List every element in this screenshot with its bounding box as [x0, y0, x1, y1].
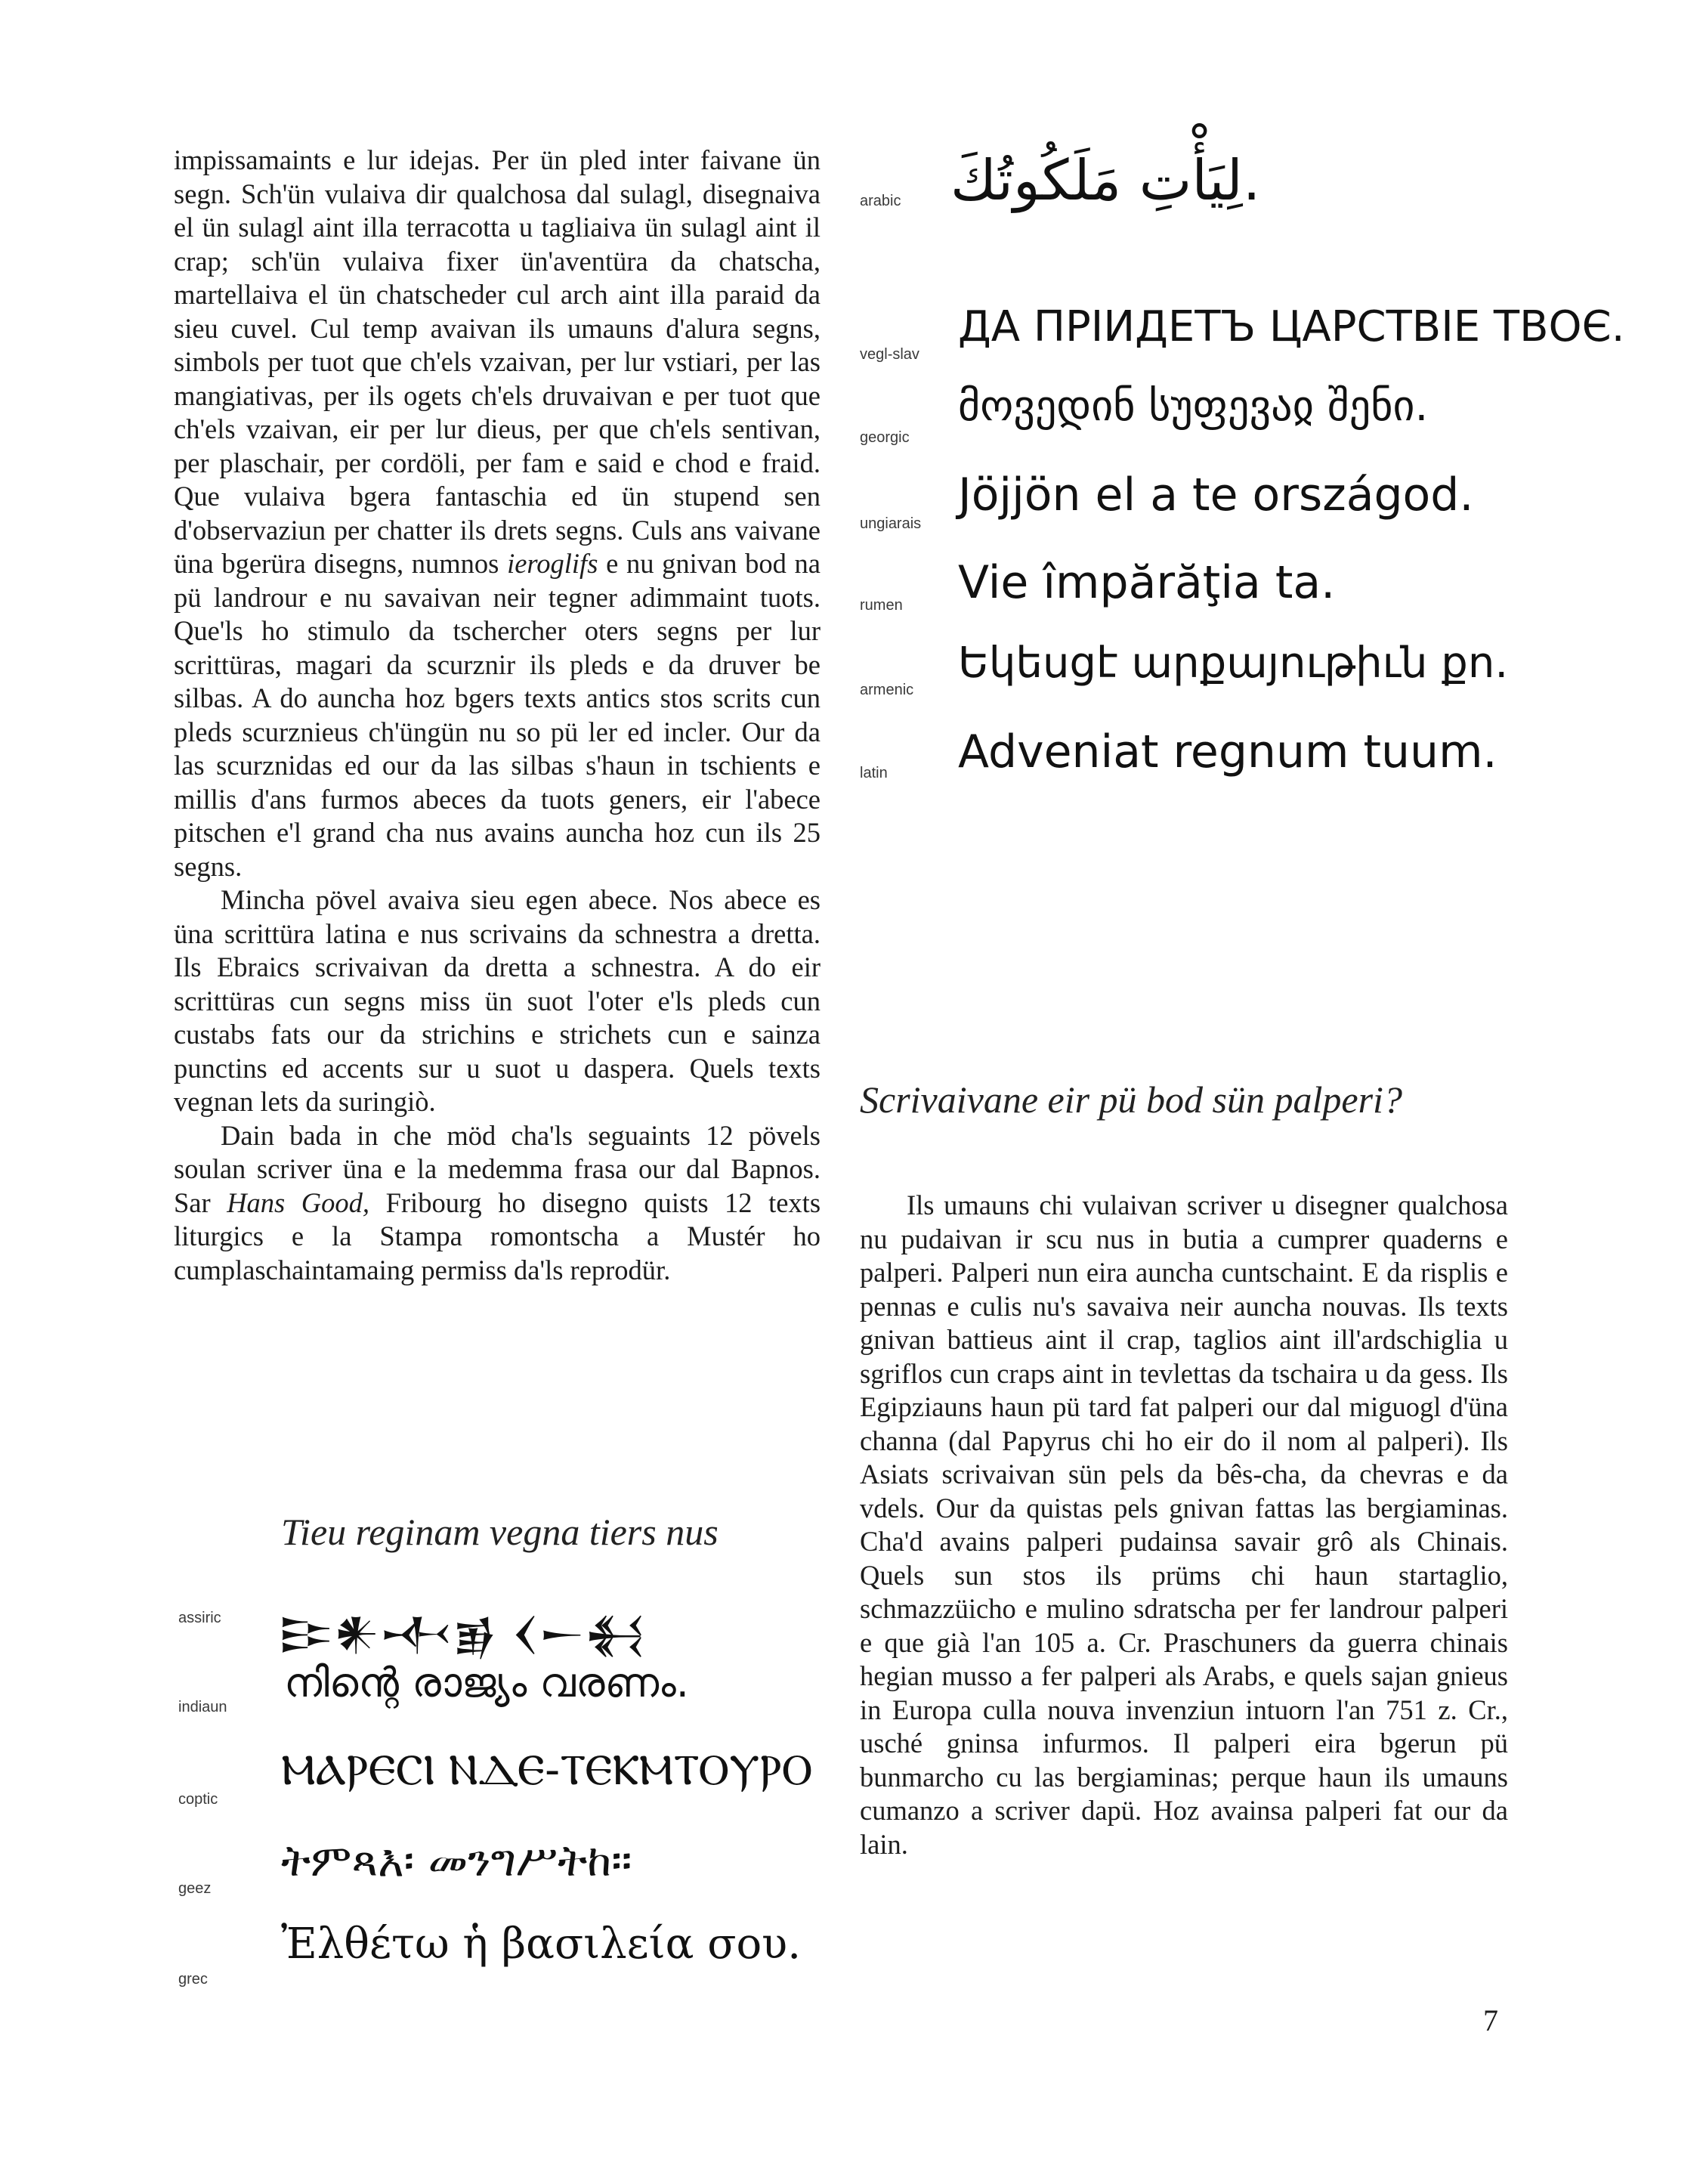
sample-label: arabic	[860, 193, 901, 209]
sample-label: assiric	[178, 1610, 221, 1626]
script-sample-coptic: ⲘⲀⲢⲈⲤⲒ ⲚⲆⲈ-ⲦⲈⲔⲘⲦⲞⲨⲢⲞ	[281, 1746, 813, 1795]
sample-label: latin	[860, 765, 888, 781]
sample-label: indiaun	[178, 1699, 227, 1715]
script-sample-grec: Ἐλθέτω ἡ βασιλεία σου.	[281, 1920, 802, 1969]
left-heading: Tieu reginam vegna tiers nus	[281, 1511, 719, 1553]
sample-label: rumen	[860, 597, 903, 614]
script-sample-ungiarais: Jöjjön el a te országod.	[958, 469, 1474, 521]
script-sample-latin: Adveniat regnum tuum.	[958, 725, 1497, 778]
sample-label: geez	[178, 1880, 212, 1897]
script-sample-indiaun: നിന്റെ രാജ്യം വരണം.	[284, 1659, 689, 1706]
script-sample-georgic: მოვედინ სუფევაჲ შენი.	[958, 382, 1429, 431]
sample-label: coptic	[178, 1791, 218, 1808]
script-sample-armenic: Եկեսցէ արքայութիւն քո.	[958, 639, 1509, 688]
script-sample-rumen: Vie împărăţia ta.	[958, 556, 1336, 609]
script-sample-assiric: 𒄿𒀭𒋾𒂊 𒌋𒀸𒈬	[278, 1608, 646, 1660]
sample-label: georgic	[860, 429, 910, 446]
sample-label: armenic	[860, 682, 914, 698]
script-sample-geez: ትምጻእ፡ መንግሥትከ።	[281, 1835, 632, 1886]
sample-label: vegl-slav	[860, 346, 919, 363]
script-sample-arabic: لِيَأْتِ مَلَكُوتُكَ.	[950, 148, 1261, 213]
sample-label: ungiarais	[860, 515, 922, 532]
paragraph-4: Ils umauns chi vulaivan scriver u disegner qualchosa nu pudaivan ir scu nus in butia a cumprer quaderns e palperi. Palperi nun eira auncha cuntschaint. E da risplis e pennas e culis nu's savaiva neir auncha nouvas. Ils texts gnivan battieus aint il crap, taglios aint ill'ardschiglia u sgriflos cun craps aint in tevlettas da tschaira u da gess. Ils Egipziauns haun pü tard fat palperi our dal miguogl d'üna channa (dal Papyrus chi ho eir do il nom al palperi). Ils Asiats scrivaivan sün pels da bês-cha, da chevras e da vdels. Our da quistas pels gnivan fattas las bergiaminas. Cha'd avains palperi pudainsa savair grô als Chinais. Quels sun stos ils prüms chi haun startaglio, schmazzüicho e mulino sdratscha per fer landrour palperi e que già l'an 105 a. Cr. Praschuners da guerra chinais hegian musso a fer palperi als Arabs, e quels sajan gnieus in Europa culla nouva invenziun intuorn l'an 751 z. Cr., usché gninsa infurmos. Il palperi eira bgerun pü bunmarcho cu las bergiaminas; perque haun ils umauns cumanzo a scriver dapü. Hoz avainsa palperi fat our da lain.	[860, 1189, 1508, 1860]
paragraph-3: Dain bada in che möd cha'ls seguaints 12 pövels soulan scriver üna e la medemma frasa our dal Bapnos. Sar Hans Good, Fribourg ho disegno quists 12 texts liturgics e la Stampa romontscha a Mustér ho cumplaschaintamaing permiss da'ls reprodür.	[174, 1119, 821, 1285]
script-sample-vegl-slav: ДА ПРІИДЕТЪ ЦАРСТВІЕ ТВОЄ.	[958, 302, 1625, 351]
right-heading: Scrivaivane eir pü bod sün palperi?	[860, 1078, 1402, 1121]
page-number: 7	[1483, 2003, 1498, 2037]
paragraph-1: impissamaints e lur idejas. Per ün pled inter faivane ün segn. Sch'ün vulaiva dir qualchosa dal sulagl, disegnaiva el ün sulagl aint illa terracotta u tagliaiva ün sulagl aint il crap; sch'ün vulaiva fixer ün'aventüra da chatscha, martellaiva el ün chatscheder cul arch aint illa paraid da sieu cuvel. Cul temp avaivan ils umauns d'alura segns, simbols per tuot que ch'els vzaivan, per lur vstiari, per las mangiativas, per ils ogets ch'els druvaivan e per tuot que ch'els vzaivan, eir per lur dieus, per que ch'els sentivan, per plaschair, per cordöli, per fam e said e chod e fraid. Que vulaiva bgera fantaschia ed ün stupend sen d'observaziun per chatter ils drets segns. Culs ans vaivane üna bgerüra disegns, numnos ieroglifs e nu gnivan bod na pü landrour e nu savaivan neir tegner adimmaint tuots. Que'ls ho stimulo da tschercher oters segns per lur scrittüras, magari da scurznir ils pleds e da druver be silbas. A do auncha hoz bgers texts antics stos scrits cun pleds scurznieus ch'üngün nu so pü ler ed incler. Our da las scurznidas ed our da las silbas s'haun in tschients e millis d'ans furmos abeces da tuots geners, eir l'abece pitschen e'l grand cha nus avains auncha hoz cun ils 25 segns.	[174, 144, 821, 882]
left-column-text	[174, 144, 821, 1287]
sample-label: grec	[178, 1971, 208, 1988]
paragraph-2: Mincha pövel avaiva sieu egen abece. Nos abece es üna scrittüra latina e nus scrivains da schnestra a dretta. Ils Ebraics scrivaivan da dretta a schnestra. A do eir scrittüras cun segns miss ün suot l'oter e'ls pleds cun custabs fats our da strichins e strichets cun e sainza punctins ed accents sur u suot u daspera. Quels texts vegnan lets da suringiò.	[174, 884, 821, 1117]
right-column-text	[860, 1189, 1508, 1861]
